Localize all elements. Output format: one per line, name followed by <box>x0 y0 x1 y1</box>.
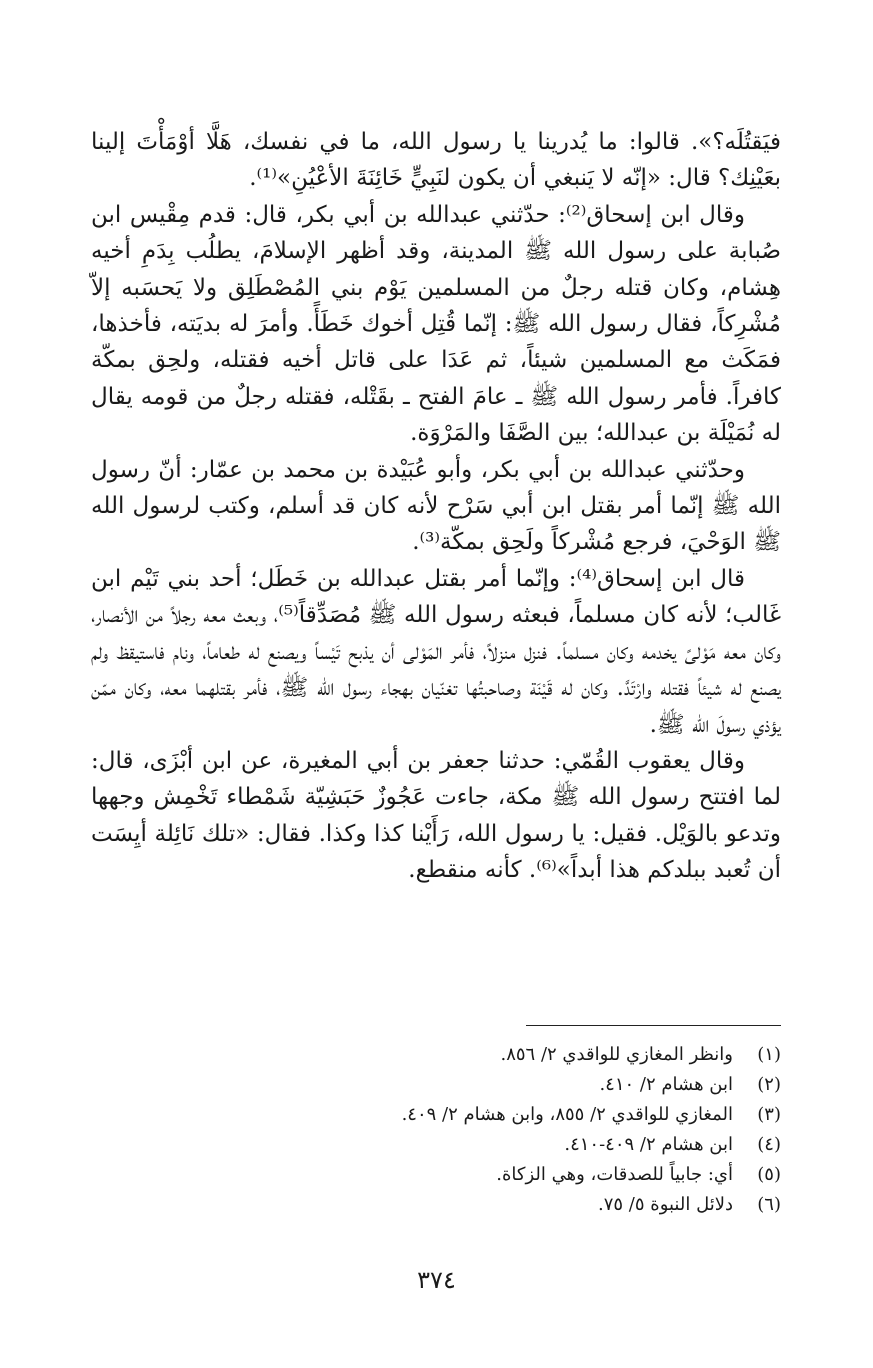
footnote-number: (٥) <box>757 1164 781 1185</box>
footnote-text: دلائل النبوة ٥/ ٧٥. <box>598 1194 733 1215</box>
footnote-divider <box>526 1025 781 1026</box>
footnote-text: المغازي للواقدي ٢/ ٨٥٥، وابن هشام ٢/ ٤٠٩. <box>401 1104 733 1125</box>
paragraph: قال ابن إسحاق⁽⁴⁾: وإنّما أمر بقتل عبدالله بن خَطَل؛ أحد بني تَيْم ابن غَالب؛ لأنه كان مسلماً، فبعثه رسول الله ﷺ مُصَدِّقاً⁽⁵⁾، وبعث معه رجلاً من الأنصار، وكان معه مَوْلىً يخدمه وكان مسلماً. فنزل منزلاً، فأمر المَوْلى أن يذبح تَيْساً ويصنع له طعاماً، ونام فاستيقظ ولم يصنع له شيئاً فقتله وارْتَدَّ. وكان له قَيْنَة وصاحبتُها تغنّيان بهجاء رسول الله ﷺ، فأمر بقتلهما معه، وكان ممّن يؤذي رسولَ الله ﷺ. <box>91 565 781 738</box>
paragraph: وقال ابن إسحاق⁽²⁾: حدّثني عبدالله بن أبي بكر، قال: قدم مِقْيس ابن صُبابة على رسول الله ﷺ المدينة، وقد أظهر الإسلامَ، يطلُب بِدَمِ أخيه هِشام، وكان قتله رجلٌ من المسلمين يَوْم بني المُصْطَلِق ولا يَحسَبه إلاّ مُشْرِكاً، فقال رسول الله ﷺ: إنّما قُتِل أخوك خَطَأً. وأمرَ له بديَته، فأخذها، فمَكَث مع المسلمين شيئاً، ثم عَدَا على قاتل أخيه فقتله، ولحِق بمكّة كافراً. فأمر رسول الله ﷺ ـ عامَ الفتح ـ بقَتْله، فقتله رجلٌ من قومه يقال له نُمَيْلَة بن عبدالله؛ بين الصَّفَا والمَرْوَة. <box>91 201 781 447</box>
footnote-number: (٣) <box>757 1104 781 1125</box>
footnote-text: ابن هشام ٢/ ٤٠٩-٤١٠. <box>564 1134 733 1155</box>
footnotes <box>181 1040 781 1220</box>
paragraph-continuation: فيَقتُلَه؟». قالوا: ما يُدرينا يا رسول الله، ما في نفسك، هَلَّا أوْمَأْتَ إلينا بعَيْنِك؟ قال: «إنّه لا يَنبغي أن يكون لنَبِيٍّ خَائِنَةَ الأعْيُنِ»⁽¹⁾. <box>91 129 781 192</box>
footnote-item <box>181 1070 781 1100</box>
footnote-number: (١) <box>757 1044 781 1065</box>
paragraph: وقال يعقوب القُمّي: حدثنا جعفر بن أبي المغيرة، عن ابن أبْزَى، قال: لما افتتح رسول الله ﷺ مكة، جاءت عَجُوزٌ حَبَشِيّة شَمْطاء تَخْمِش وجهها وتدعو بالوَيْل. فقيل: يا رسول الله، رَأَيْنا كذا وكذا. فقال: «تلك نَائِلة أيِسَت أن تُعبد ببلدكم هذا أبداً»⁽⁶⁾. كأنه منقطع. <box>91 747 781 884</box>
page-number: ٣٧٤ <box>417 1266 456 1294</box>
paragraph: وحدّثني عبدالله بن أبي بكر، وأبو عُبَيْدة بن محمد بن عمّار: أنّ رسول الله ﷺ إنّما أمر بقتل ابن أبي سَرْح لأنه كان قد أسلم، وكتب لرسول الله ﷺ الوَحْيَ، فرجع مُشْركاً ولَحِق بمكّة⁽³⁾. <box>91 456 781 556</box>
footnote-item <box>181 1160 781 1190</box>
footnote-text: وانظر المغازي للواقدي ٢/ ٨٥٦. <box>500 1044 733 1065</box>
footnote-number: (٢) <box>757 1074 781 1095</box>
footnote-item <box>181 1040 781 1070</box>
footnote-item <box>181 1100 781 1130</box>
footnote-number: (٦) <box>757 1194 781 1215</box>
main-text <box>91 124 781 889</box>
footnote-text: ابن هشام ٢/ ٤١٠. <box>599 1074 733 1095</box>
footnote-text: أي: جابياً للصدقات، وهي الزكاة. <box>496 1164 733 1185</box>
footnote-item <box>181 1190 781 1220</box>
footnote-item <box>181 1130 781 1160</box>
footnote-number: (٤) <box>757 1134 781 1155</box>
